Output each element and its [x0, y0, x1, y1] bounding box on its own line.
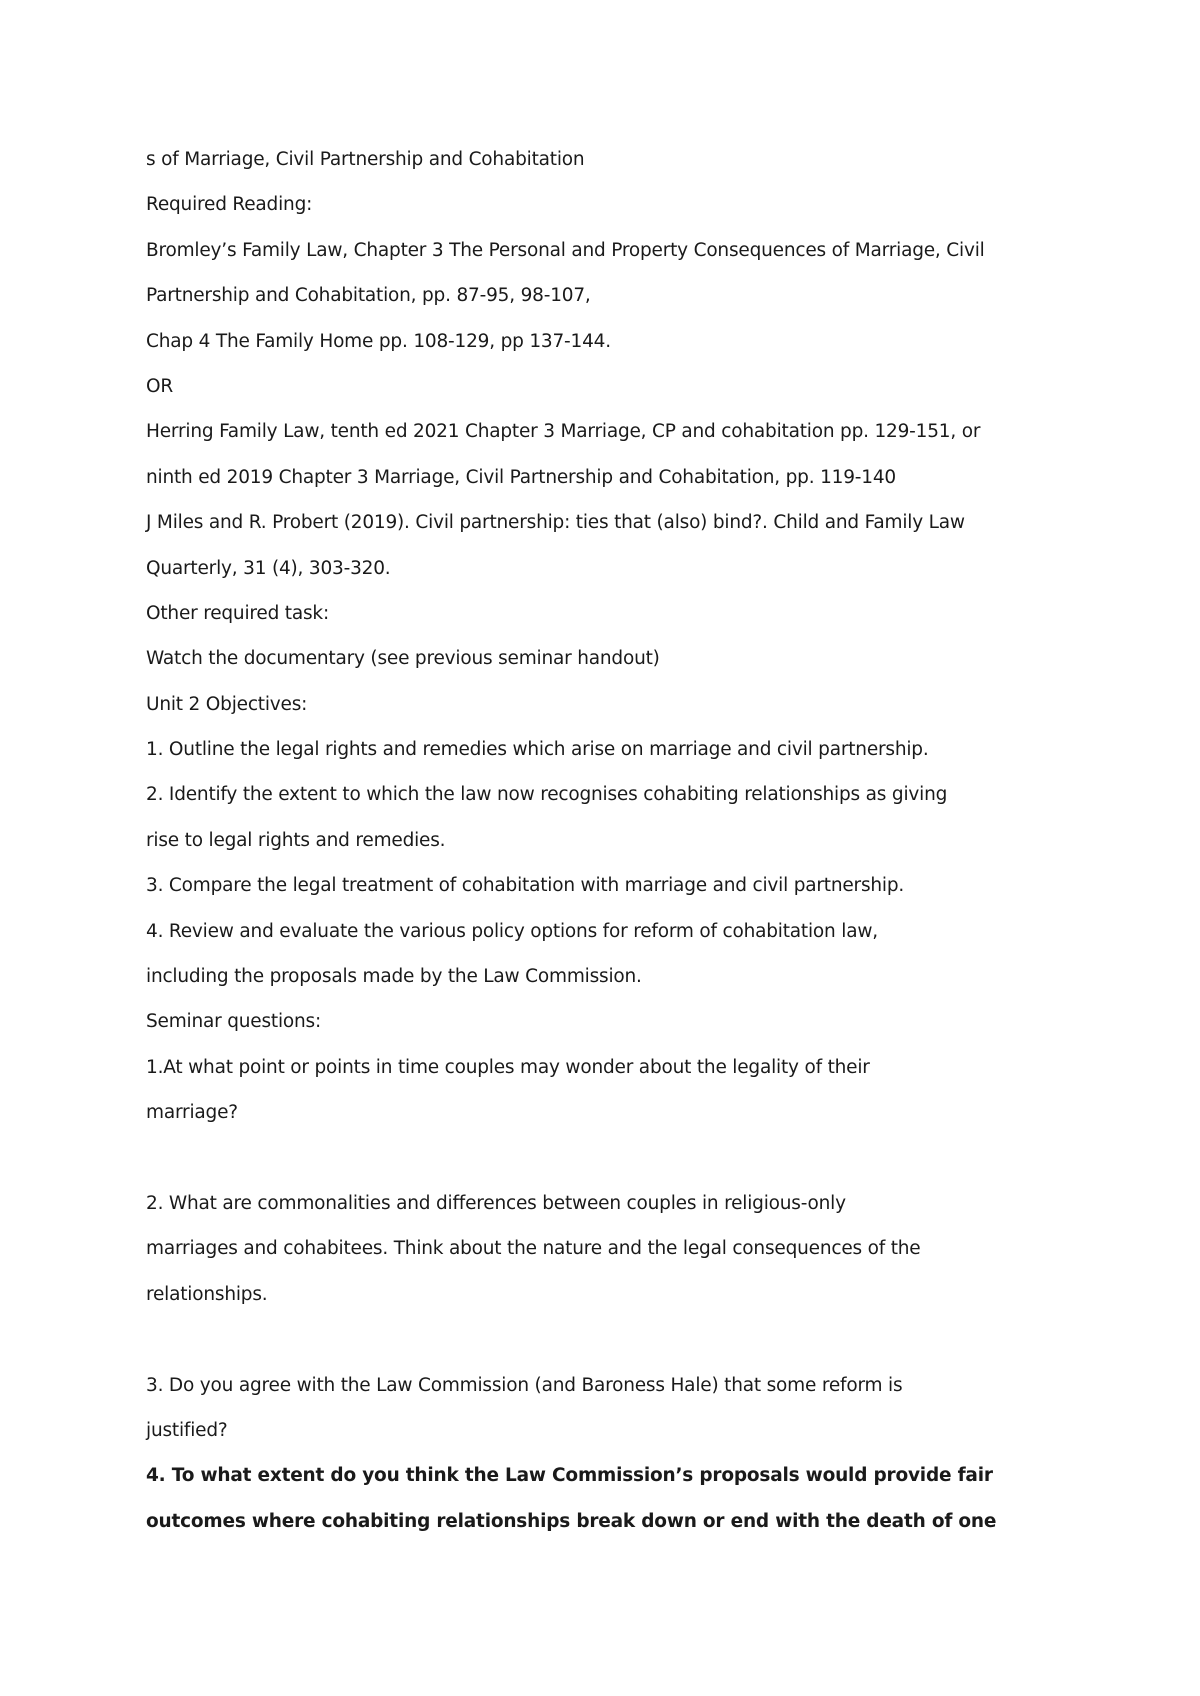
objective-line: 3. Compare the legal treatment of cohabitation with marriage and civil partnership. — [146, 875, 905, 897]
question-1-line: marriage? — [146, 1102, 238, 1124]
reading-line: Herring Family Law, tenth ed 2021 Chapter 3 Marriage, CP and cohabitation pp. 129-151, or — [146, 421, 981, 443]
other-task-label: Other required task: — [146, 602, 329, 624]
question-4-line: outcomes where cohabiting relationships break down or end with the death of one — [146, 1510, 997, 1532]
reading-line: Bromley’s Family Law, Chapter 3 The Personal and Property Consequences of Marriage, Civil — [146, 239, 985, 261]
question-3-line: 3. Do you agree with the Law Commission (and Baroness Hale) that some reform is — [146, 1374, 903, 1396]
reading-line: Chap 4 The Family Home pp. 108-129, pp 137-144. — [146, 330, 611, 352]
objective-line: 4. Review and evaluate the various policy options for reform of cohabitation law, — [146, 920, 878, 942]
objective-line: 2. Identify the extent to which the law now recognises cohabiting relationships as giving — [146, 784, 948, 806]
question-4-line: 4. To what extent do you think the Law Commission’s proposals would provide fair — [146, 1465, 993, 1487]
seminar-questions-label: Seminar questions: — [146, 1011, 322, 1033]
reading-line: J Miles and R. Probert (2019). Civil partnership: ties that (also) bind?. Child and Family Law — [146, 512, 965, 534]
objective-line: rise to legal rights and remedies. — [146, 829, 446, 851]
objective-line: 1. Outline the legal rights and remedies which arise on marriage and civil partnership. — [146, 739, 929, 761]
document-heading: s of Marriage, Civil Partnership and Cohabitation — [146, 149, 585, 170]
objective-line: including the proposals made by the Law Commission. — [146, 966, 642, 988]
question-2-line: relationships. — [146, 1283, 268, 1305]
blank-line — [146, 1144, 1046, 1189]
reading-line: Quarterly, 31 (4), 303-320. — [146, 557, 391, 579]
other-task: Watch the documentary (see previous seminar handout) — [146, 648, 660, 670]
blank-line — [146, 1325, 1046, 1370]
reading-line: ninth ed 2019 Chapter 3 Marriage, Civil Partnership and Cohabitation, pp. 119-140 — [146, 466, 896, 488]
question-1-line: 1.At what point or points in time couples may wonder about the legality of their — [146, 1056, 870, 1078]
reading-line: Partnership and Cohabitation, pp. 87-95, 98-107, — [146, 285, 591, 307]
question-2-line: 2. What are commonalities and differences between couples in religious-only — [146, 1192, 846, 1214]
question-2-line: marriages and cohabitees. Think about the nature and the legal consequences of the — [146, 1238, 921, 1260]
objectives-label: Unit 2 Objectives: — [146, 693, 308, 715]
required-reading-label: Required Reading: — [146, 194, 313, 216]
question-3-line: justified? — [146, 1419, 228, 1441]
reading-line: OR — [146, 375, 174, 397]
document-body — [146, 145, 1046, 1552]
